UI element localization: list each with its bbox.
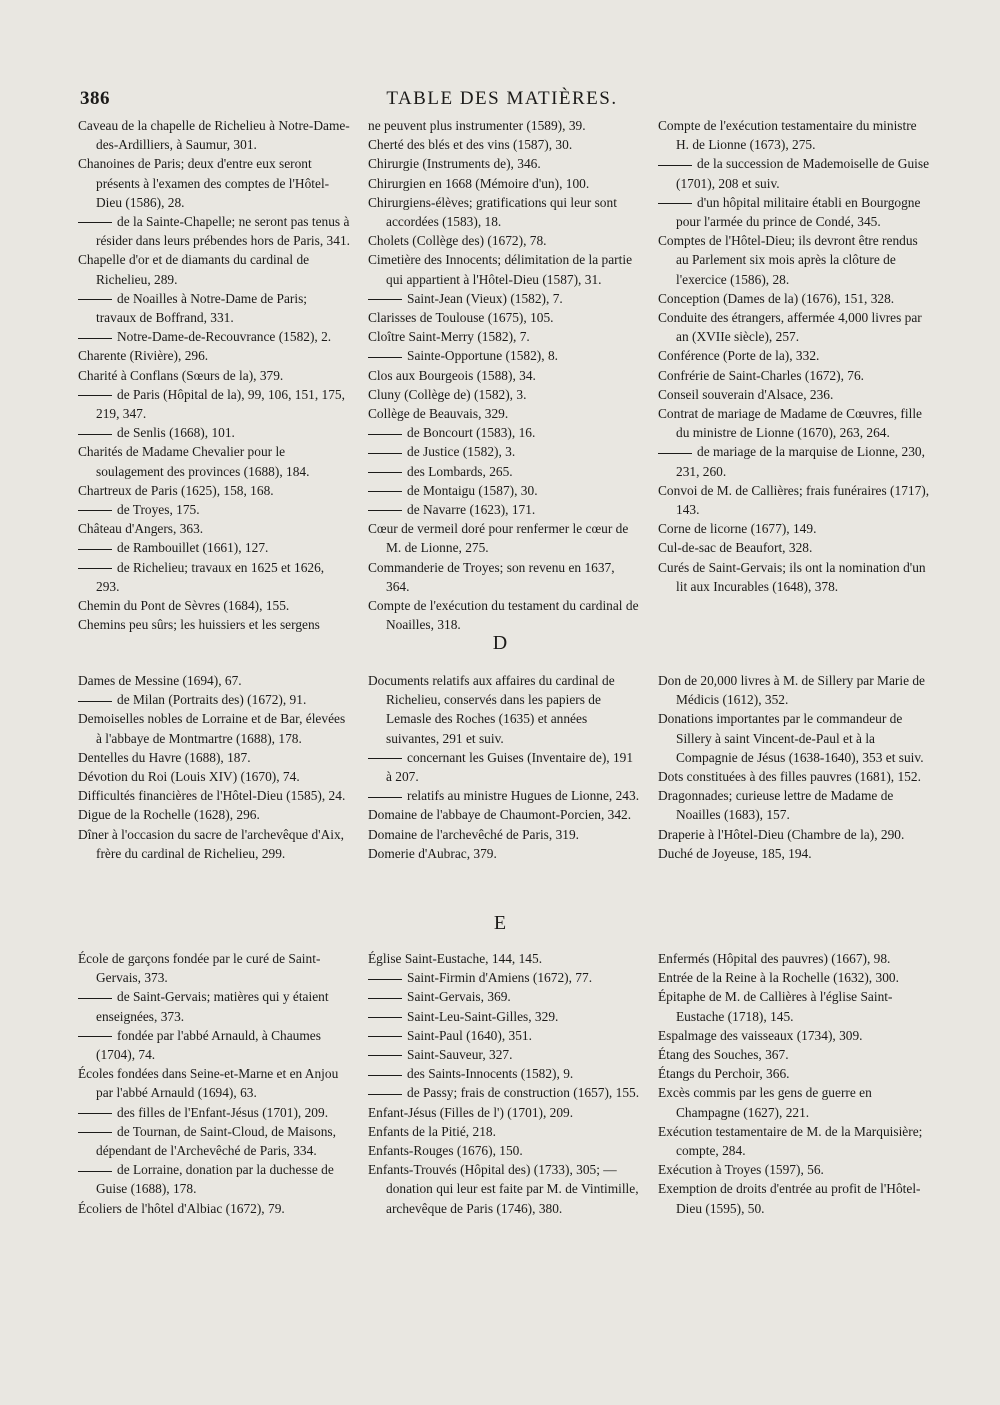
page-number: 386 [80,88,110,109]
index-entry: Enfermés (Hôpital des pauvres) (1667), 98. [658,951,891,966]
index-subentry: de Lorraine, donation par la duchesse de Guise (1688), 178. [78,1160,350,1198]
section-c [78,116,930,634]
index-entry: Dentelles du Havre (1688), 187. [78,749,251,765]
index-subentry: de la succession de Mademoiselle de Guise (1701), 208 et suiv. [658,154,930,192]
index-entry: Chirurgiens-élèves; gratifications qui leur sont accordées (1583), 18. [368,194,617,230]
index-subentry: de Montaigu (1587), 30. [368,481,640,500]
index-entry: Dots constituées à des filles pauvres (1681), 152. [658,769,921,785]
index-subentry: Sainte-Opportune (1582), 8. [368,346,640,365]
index-entry: Charité à Conflans (Sœurs de la), 379. [78,367,284,383]
index-entry: Chartreux de Paris (1625), 158, 168. [78,482,274,498]
column-left [78,116,350,634]
index-subentry: de Navarre (1623), 171. [368,500,640,519]
index-entry: École de garçons fondée par le curé de Saint-Gervais, 373. [78,951,321,986]
index-subentry: Saint-Leu-Saint-Gilles, 329. [368,1007,640,1026]
column-left [78,671,350,863]
index-entry: Commanderie de Troyes; son revenu en 1637, 364. [368,559,615,594]
index-entry: Corne de licorne (1677), 149. [658,521,817,537]
index-entry: Dévotion du Roi (Louis XIV) (1670), 74. [78,769,300,785]
index-entry: Convoi de M. de Callières; frais funéraires (1717), 143. [658,482,930,518]
index-entry: Confrérie de Saint-Charles (1672), 76. [658,367,865,383]
index-entry: Épitaphe de M. de Callières à l'église Saint-Eustache (1718), 145. [658,989,893,1024]
index-entry: Caveau de la chapelle de Richelieu à Notre-Dame-des-Ardilliers, à Saumur, 301. [78,118,350,153]
index-subentry: de Justice (1582), 3. [368,442,640,461]
index-subentry: Notre-Dame-de-Recouvrance (1582), 2. [78,327,350,346]
index-entry: Compte de l'exécution du testament du cardinal de Noailles, 318. [368,598,639,633]
index-entry: Dîner à l'occasion du sacre de l'archevêque d'Aix, frère du cardinal de Richelieu, 299. [78,826,345,861]
index-subentry: de Tournan, de Saint-Cloud, de Maisons, dépendant de l'Archevêché de Paris, 334. [78,1122,350,1160]
index-entry: Cimetière des Innocents; délimitation de la partie qui appartient à l'Hôtel-Dieu (1587), 31. [368,252,633,287]
index-subentry: Saint-Gervais, 369. [368,987,640,1006]
index-subentry: de Milan (Portraits des) (1672), 91. [78,690,350,709]
index-entry: Comptes de l'Hôtel-Dieu; ils devront être rendus au Parlement six mois après la clôture de l'exercice (1586), 28. [658,233,918,287]
index-subentry: des Saints-Innocents (1582), 9. [368,1064,640,1083]
index-entry: Charente (Rivière), 296. [78,348,209,364]
index-subentry: de la Sainte-Chapelle; ne seront pas tenus à résider dans leurs prébendes hors de Paris, 341. [78,212,350,250]
index-entry: Église Saint-Eustache, 144, 145. [368,951,543,966]
index-entry: Enfants-Trouvés (Hôpital des) (1733), 305; — donation qui leur est faite par M. de Vintimille, archevêque de Paris (1746), 380. [368,1162,639,1216]
index-entry: Clarisses de Toulouse (1675), 105. [368,310,554,326]
index-subentry: de Rambouillet (1661), 127. [78,538,350,557]
index-entry: Demoiselles nobles de Lorraine et de Bar, élevées à l'abbaye de Montmartre (1688), 178. [78,711,346,746]
index-entry: Entrée de la Reine à la Rochelle (1632), 300. [658,970,899,986]
index-subentry: de Paris (Hôpital de la), 99, 106, 151, 175, 219, 347. [78,385,350,423]
index-entry: Dames de Messine (1694), 67. [78,673,242,688]
index-entry: Étang des Souches, 367. [658,1047,789,1063]
index-subentry: de Passy; frais de construction (1657), 155. [368,1083,640,1102]
index-subentry: de Troyes, 175. [78,500,350,519]
index-entry: Don de 20,000 livres à M. de Sillery par Marie de Médicis (1612), 352. [658,673,926,708]
index-entry: Dragonnades; curieuse lettre de Madame de Noailles (1683), 157. [658,788,894,823]
index-entry: Écoles fondées dans Seine-et-Marne et en Anjou par l'abbé Arnauld (1694), 63. [78,1066,339,1101]
index-subentry: de mariage de la marquise de Lionne, 230, 231, 260. [658,442,930,480]
index-subentry: Saint-Paul (1640), 351. [368,1026,640,1045]
section-e [78,949,930,1218]
index-subentry: Saint-Jean (Vieux) (1582), 7. [368,289,640,308]
letter-heading-d: D [492,632,508,654]
index-entry: Difficultés financières de l'Hôtel-Dieu (1585), 24. [78,788,346,804]
index-entry: Donations importantes par le commandeur de Sillery à saint Vincent-de-Paul et à la Compagnie de Jésus (1638-1640), 353 et suiv. [658,711,924,765]
index-entry: Duché de Joyeuse, 185, 194. [658,845,812,861]
index-entry: Domaine de l'abbaye de Chaumont-Porcien, 342. [368,807,632,823]
index-subentry: concernant les Guises (Inventaire de), 191 à 207. [368,748,640,786]
index-entry: Domaine de l'archevêché de Paris, 319. [368,826,580,842]
index-entry: Domerie d'Aubrac, 379. [368,845,497,861]
index-entry: Espalmage des vaisseaux (1734), 309. [658,1027,863,1043]
index-entry: Chirurgien en 1668 (Mémoire d'un), 100. [368,175,590,191]
index-subentry: fondée par l'abbé Arnauld, à Chaumes (1704), 74. [78,1026,350,1064]
index-subentry: Saint-Sauveur, 327. [368,1045,640,1064]
index-subentry: de Senlis (1668), 101. [78,423,350,442]
column-middle [368,671,640,863]
index-entry: Compte de l'exécution testamentaire du ministre H. de Lionne (1673), 275. [658,118,917,153]
page-title: TABLE DES MATIÈRES. [386,88,618,109]
index-subentry: Saint-Firmin d'Amiens (1672), 77. [368,968,640,987]
column-left [78,949,350,1218]
index-entry: Cloître Saint-Merry (1582), 7. [368,329,530,345]
index-subentry: relatifs au ministre Hugues de Lionne, 243. [368,786,640,805]
index-subentry: de Noailles à Notre-Dame de Paris; travaux de Boffrand, 331. [78,289,350,327]
index-entry: Conférence (Porte de la), 332. [658,348,820,364]
index-entry: ne peuvent plus instrumenter (1589), 39. [368,118,586,133]
index-subentry: de Boncourt (1583), 16. [368,423,640,442]
index-entry: Exemption de droits d'entrée au profit de l'Hôtel-Dieu (1595), 50. [658,1181,921,1216]
index-entry: Chirurgie (Instruments de), 346. [368,156,541,172]
index-entry: Cherté des blés et des vins (1587), 30. [368,137,573,153]
column-right [658,671,930,863]
index-subentry: d'un hôpital militaire établi en Bourgogne pour l'armée du prince de Condé, 345. [658,193,930,231]
column-middle [368,116,640,634]
index-entry: Conception (Dames de la) (1676), 151, 328. [658,290,895,306]
index-entry: Cluny (Collège de) (1582), 3. [368,386,527,402]
index-entry: Conduite des étrangers, affermée 4,000 livres par an (XVIIe siècle), 257. [658,310,922,345]
index-entry: Excès commis par les gens de guerre en Champagne (1627), 221. [658,1085,872,1120]
index-entry: Clos aux Bourgeois (1588), 34. [368,367,536,383]
index-entry: Chanoines de Paris; deux d'entre eux seront présents à l'examen des comptes de l'Hôtel-Dieu (1586), 28. [78,156,330,210]
section-d [78,671,930,863]
index-entry: Chemins peu sûrs; les huissiers et les sergens [78,617,320,633]
index-entry: Cul-de-sac de Beaufort, 328. [658,540,813,556]
column-right [658,116,930,634]
index-entry: Château d'Angers, 363. [78,521,204,537]
letter-heading-e: E [493,912,507,934]
column-right [658,949,930,1218]
index-entry: Enfants-Rouges (1676), 150. [368,1143,523,1159]
index-entry: Contrat de mariage de Madame de Cœuvres, fille du ministre de Lionne (1670), 263, 264. [658,406,923,441]
index-subentry: de Saint-Gervais; matières qui y étaient enseignées, 373. [78,987,350,1025]
index-entry: Enfant-Jésus (Filles de l') (1701), 209. [368,1104,574,1120]
index-entry: Digue de la Rochelle (1628), 296. [78,807,260,823]
index-entry: Écoliers de l'hôtel d'Albiac (1672), 79. [78,1200,285,1216]
index-entry: Exécution à Troyes (1597), 56. [658,1162,824,1178]
index-entry: Cholets (Collège des) (1672), 78. [368,233,547,249]
index-entry: Documents relatifs aux affaires du cardinal de Richelieu, conservés dans les papiers de Lemasle des Roches (1635) et années suivantes, 291 et suiv. [368,673,615,746]
index-subentry: des filles de l'Enfant-Jésus (1701), 209. [78,1103,350,1122]
index-entry: Curés de Saint-Gervais; ils ont la nomination d'un lit aux Incurables (1648), 378. [658,559,926,594]
index-subentry: de Richelieu; travaux en 1625 et 1626, 293. [78,558,350,596]
index-entry: Draperie à l'Hôtel-Dieu (Chambre de la), 290. [658,826,905,842]
index-entry: Conseil souverain d'Alsace, 236. [658,386,834,402]
index-entry: Charités de Madame Chevalier pour le soulagement des provinces (1688), 184. [78,444,310,479]
index-subentry: des Lombards, 265. [368,462,640,481]
index-entry: Chapelle d'or et de diamants du cardinal de Richelieu, 289. [78,252,310,287]
index-entry: Collège de Beauvais, 329. [368,406,509,422]
column-middle [368,949,640,1218]
index-entry: Étangs du Perchoir, 366. [658,1066,790,1082]
index-entry: Enfants de la Pitié, 218. [368,1123,496,1139]
index-entry: Chemin du Pont de Sèvres (1684), 155. [78,598,290,614]
index-entry: Exécution testamentaire de M. de la Marquisière; compte, 284. [658,1123,923,1159]
index-entry: Cœur de vermeil doré pour renfermer le cœur de M. de Lionne, 275. [368,521,629,556]
